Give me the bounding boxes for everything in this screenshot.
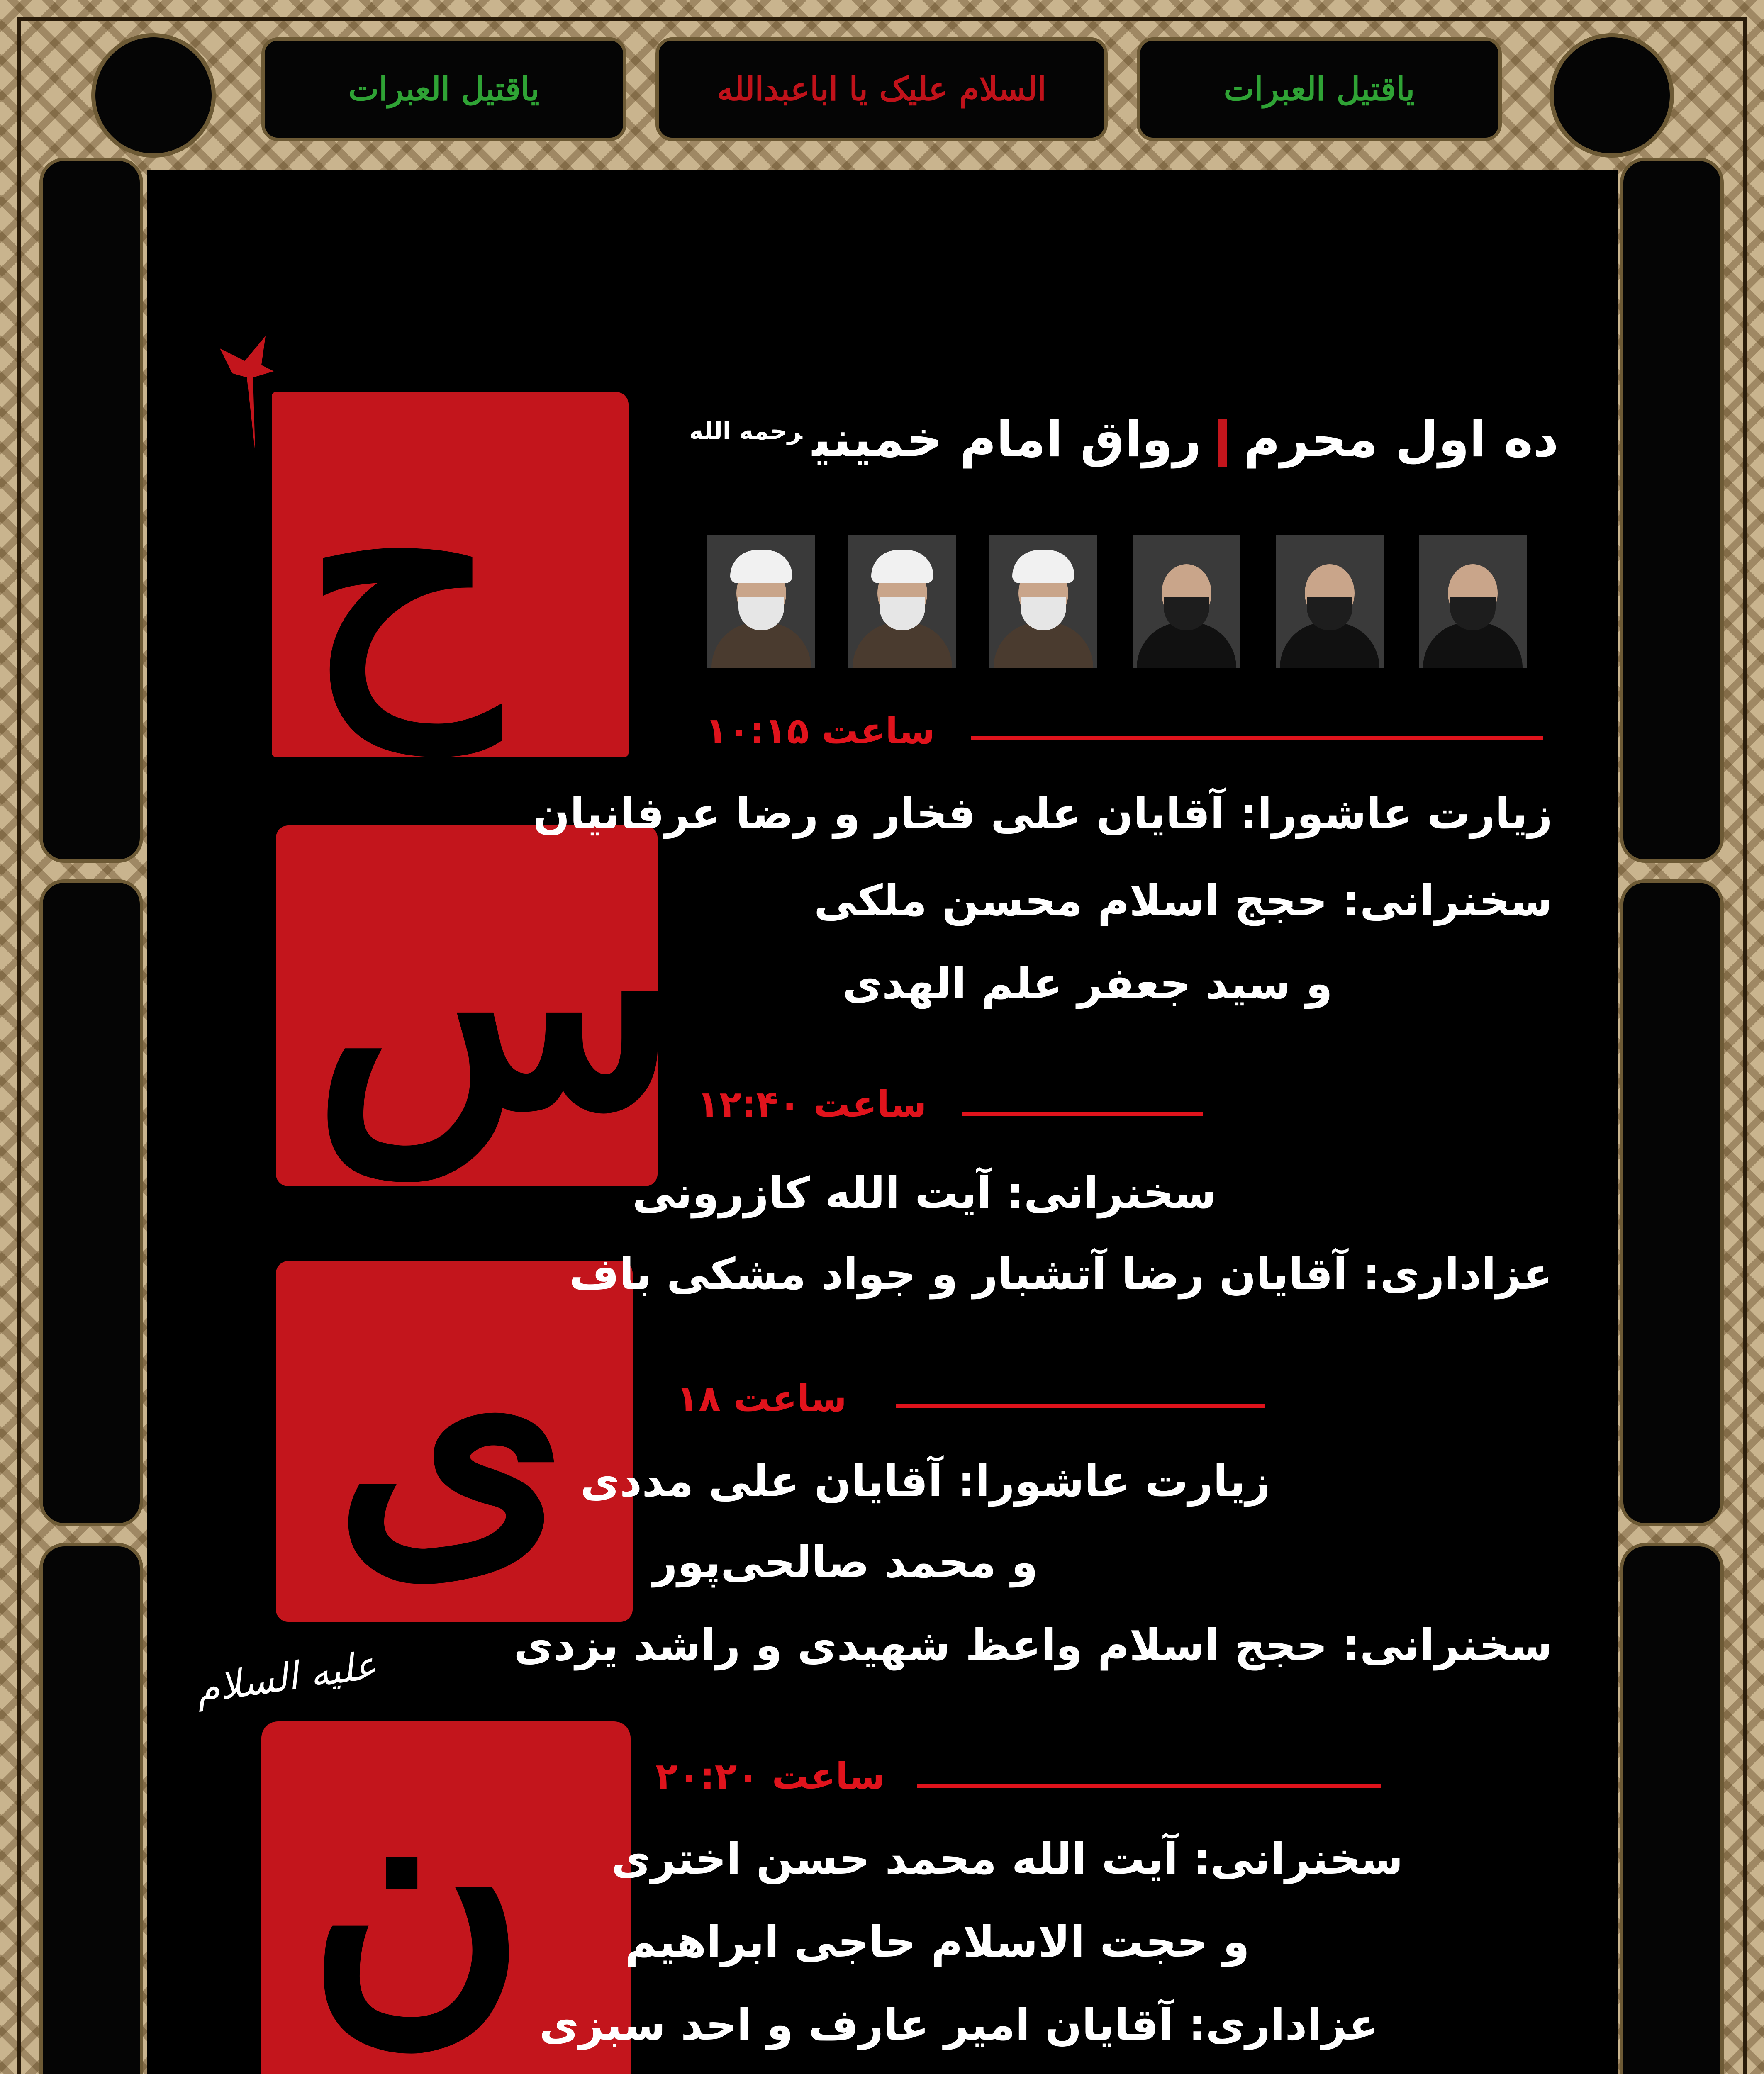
speaker-photo-1 [707, 535, 815, 668]
schedule-2-line-1: سخنرانی: آیت الله کازرونی [632, 1168, 1216, 1218]
corner-medallion-top-right [1550, 33, 1674, 158]
top-banner-center [655, 37, 1108, 141]
top-banner-right [1137, 37, 1502, 141]
red-block-3 [276, 1261, 633, 1622]
schedule-4-line-2: و حجت الاسلام حاجی ابراهیم [625, 1916, 1250, 1967]
title-honorific: رحمه الله [689, 417, 802, 445]
top-banner-left [261, 37, 626, 141]
schedule-1-line-1: زیارت عاشورا: آقایان علی فخار و رضا عرفانیان [533, 788, 1552, 839]
time-label-3: ساعت ۱۸ [676, 1377, 847, 1420]
speaker-photo-2 [848, 535, 956, 668]
calligraphy-letter-4: ن [307, 1720, 526, 2071]
top-banner-center-text: السلام علیک یا اباعبدالله [717, 70, 1046, 108]
calligraphy-letter-3: ی [334, 1260, 568, 1611]
page-title [497, 411, 1559, 473]
red-block-2 [276, 824, 678, 1186]
calligraphy-letter-2: س [313, 824, 678, 1175]
side-panel-left-3 [39, 1543, 143, 2074]
schedule-3-line-3: سخنرانی: حجج اسلام واعظ شهیدی و راشد یزدی [514, 1620, 1552, 1670]
schedule-3-line-1: زیارت عاشورا: آقایان علی مددی [580, 1456, 1270, 1507]
speaker-photo-6 [1419, 535, 1527, 668]
side-panel-right-2 [1620, 879, 1724, 1526]
side-panel-left-1 [39, 158, 143, 863]
schedule-4-line-1: سخنرانی: آیت الله محمد حسن اختری [611, 1833, 1403, 1884]
schedule-1-line-2: سخنرانی: حجج اسلام محسن ملکی [814, 875, 1552, 926]
schedule-1-line-3: و سید جعفر علم الهدی [842, 958, 1333, 1009]
speaker-photo-4 [1133, 535, 1240, 668]
side-panel-right-1 [1620, 158, 1724, 863]
bird-icon [216, 332, 278, 456]
title-separator [1218, 419, 1227, 467]
schedule-3-line-2: و محمد صالحی‌پور [652, 1537, 1038, 1587]
schedule-2-line-2: عزاداری: آقایان رضا آتشبار و جواد مشکی باف [569, 1249, 1552, 1299]
time-divider-2 [962, 1112, 1203, 1116]
time-divider-1 [971, 736, 1543, 740]
time-label-2: ساعت ۱۲:۴۰ [697, 1083, 927, 1125]
title-part-2: رواق امام خمینی [812, 411, 1201, 468]
corner-medallion-top-left [91, 33, 216, 158]
title-part-1: ده اول محرم [1243, 411, 1559, 468]
speaker-photo-3 [989, 535, 1097, 668]
calligraphy-letter-1: ح [305, 399, 498, 750]
side-panel-left-2 [39, 879, 143, 1526]
schedule-4-line-3: عزاداری: آقایان امیر عارف و احد سبزی [539, 1999, 1378, 2050]
side-panel-right-3 [1620, 1543, 1724, 2074]
top-banner-right-text: یاقتیل العبرات [1223, 70, 1415, 108]
time-divider-3 [896, 1404, 1265, 1408]
speaker-photo-5 [1276, 535, 1384, 668]
time-label-1: ساعت ۱۰:۱۵ [705, 709, 935, 752]
time-label-4: ساعت ۲۰:۲۰ [655, 1755, 885, 1797]
top-banner-left-text: یاقتیل العبرات [348, 70, 540, 108]
honorific-alayh: علیه السلام [192, 1642, 380, 1712]
time-divider-4 [917, 1784, 1381, 1788]
